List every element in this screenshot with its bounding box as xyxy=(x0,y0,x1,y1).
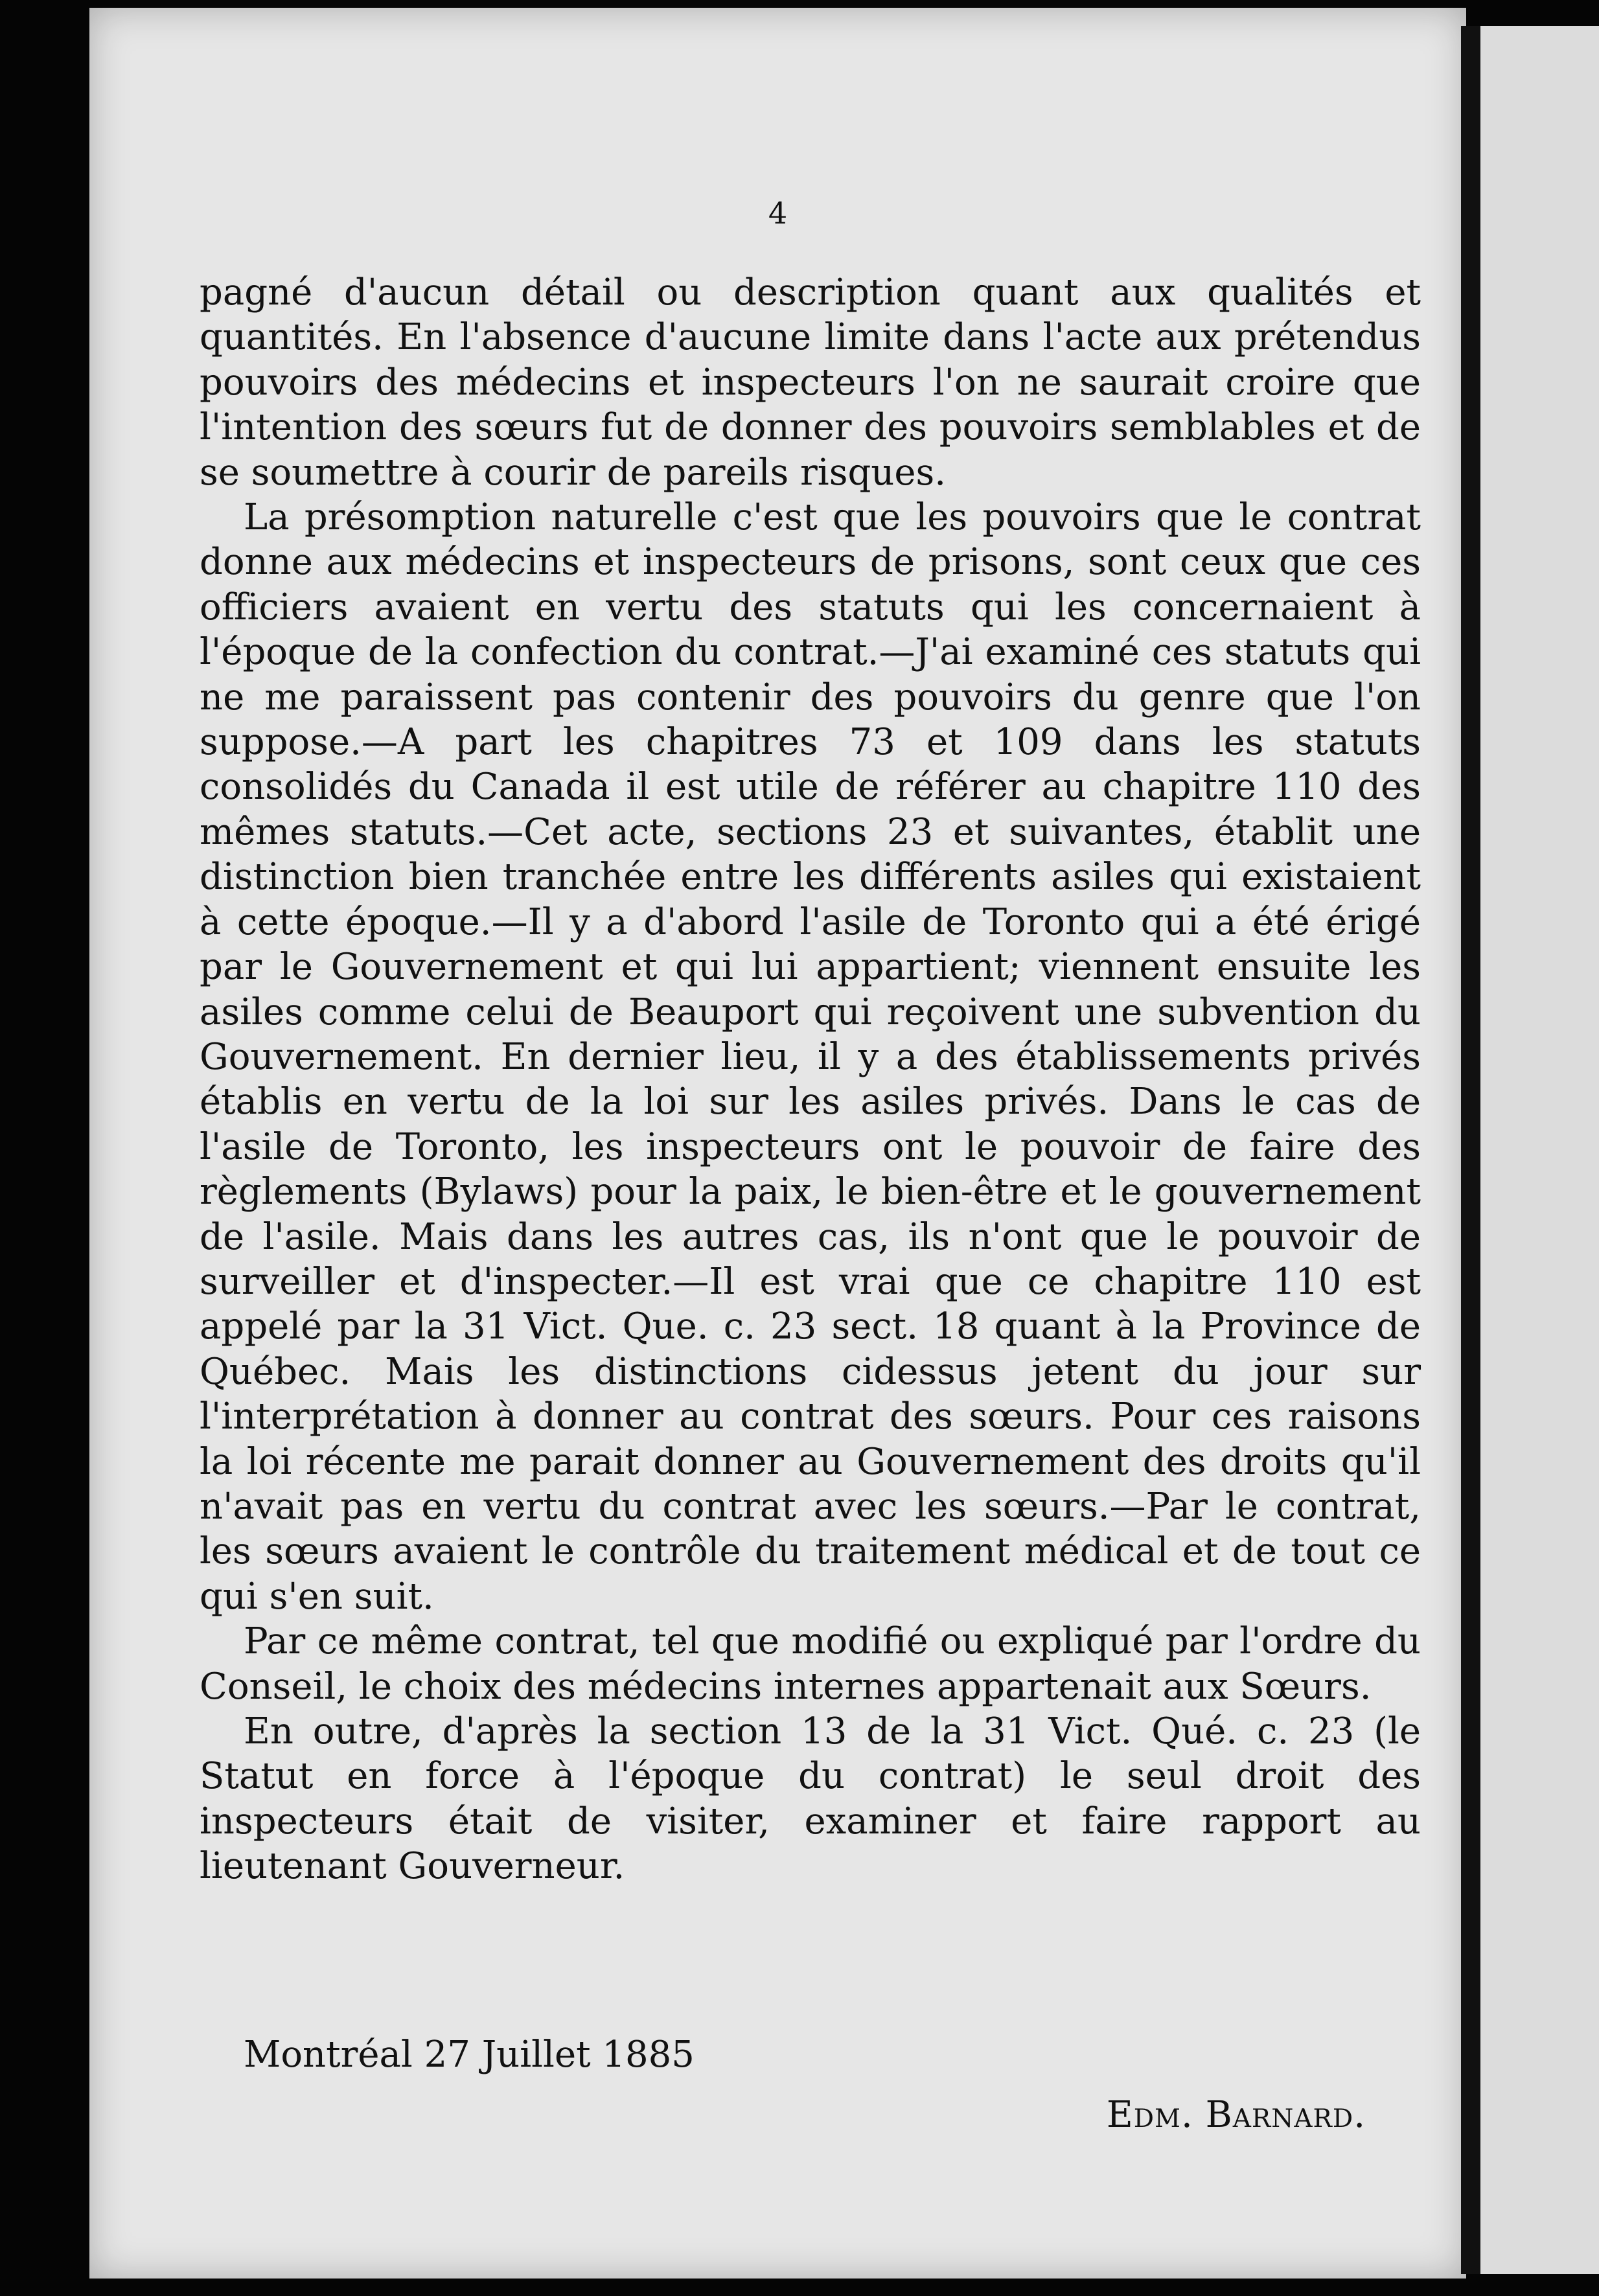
document-page xyxy=(89,8,1466,2279)
adjacent-page-edge xyxy=(1480,26,1599,2274)
paragraph-4: En outre, d'après la section 13 de la 31 Vict. Qué. c. 23 (le Statut en force à l'époque du contrat) le seul droit des inspecteurs était de visiter, examiner et faire rapport au lieutenant Gouverneur. xyxy=(200,1710,1421,1888)
page-number: 4 xyxy=(768,196,788,231)
page-divider xyxy=(1461,26,1480,2274)
date-line: Montréal 27 Juillet 1885 xyxy=(244,2034,695,2076)
paragraph-1: pagné d'aucun détail ou description quant aux qualités et quantités. En l'absence d'aucune limite dans l'acte aux prétendus pouvoirs des médecins et inspecteurs l'on ne saurait croire que l'intention des sœurs fut de donner des pouvoirs semblables et de se soumettre à courir de pareils risques. xyxy=(200,271,1421,494)
body-text xyxy=(200,270,1421,1889)
signature: Edm. Barnard. xyxy=(1106,2094,1366,2136)
paragraph-3: Par ce même contrat, tel que modifié ou expliqué par l'ordre du Conseil, le choix des médecins internes appartenait aux Sœurs. xyxy=(200,1620,1421,1708)
paragraph-2: La présomption naturelle c'est que les pouvoirs que le contrat donne aux médecins et inspecteurs de prisons, sont ceux que ces officiers avaient en vertu des statuts qui les concernaient à l'époque de la confection du contrat.—J'ai examiné ces statuts qui ne me paraissent pas contenir des pouvoirs du genre que l'on suppose.—A part les chapitres 73 et 109 dans les statuts consolidés du Canada il est utile de référer au chapitre 110 des mêmes statuts.—Cet acte, sections 23 et suivantes, établit une distinction bien tranchée entre les différents asiles qui existaient à cette époque.—Il y a d'abord l'asile de Toronto qui a été érigé par le Gouvernement et qui lui appartient; viennent ensuite les asiles comme celui de Beauport qui reçoivent une subvention du Gouvernement. En dernier lieu, il y a des établissements privés établis en vertu de la loi sur les asiles privés. Dans le cas de l'asile de Toronto, les inspecteurs ont le pouvoir de faire des règlements (Bylaws) pour la paix, le bien-être et le gouvernement de l'asile. Mais dans les autres cas, ils n'ont que le pouvoir de surveiller et d'inspecter.—Il est vrai que ce chapitre 110 est appelé par la 31 Vict. Que. c. 23 sect. 18 quant à la Province de Québec. Mais les distinctions cidessus jetent du jour sur l'interprétation à donner au contrat des sœurs. Pour ces raisons la loi récente me parait donner au Gouvernement des droits qu'il n'avait pas en vertu du contrat avec les sœurs.—Par le contrat, les sœurs avaient le contrôle du traitement médical et de tout ce qui s'en suit. xyxy=(200,496,1421,1618)
